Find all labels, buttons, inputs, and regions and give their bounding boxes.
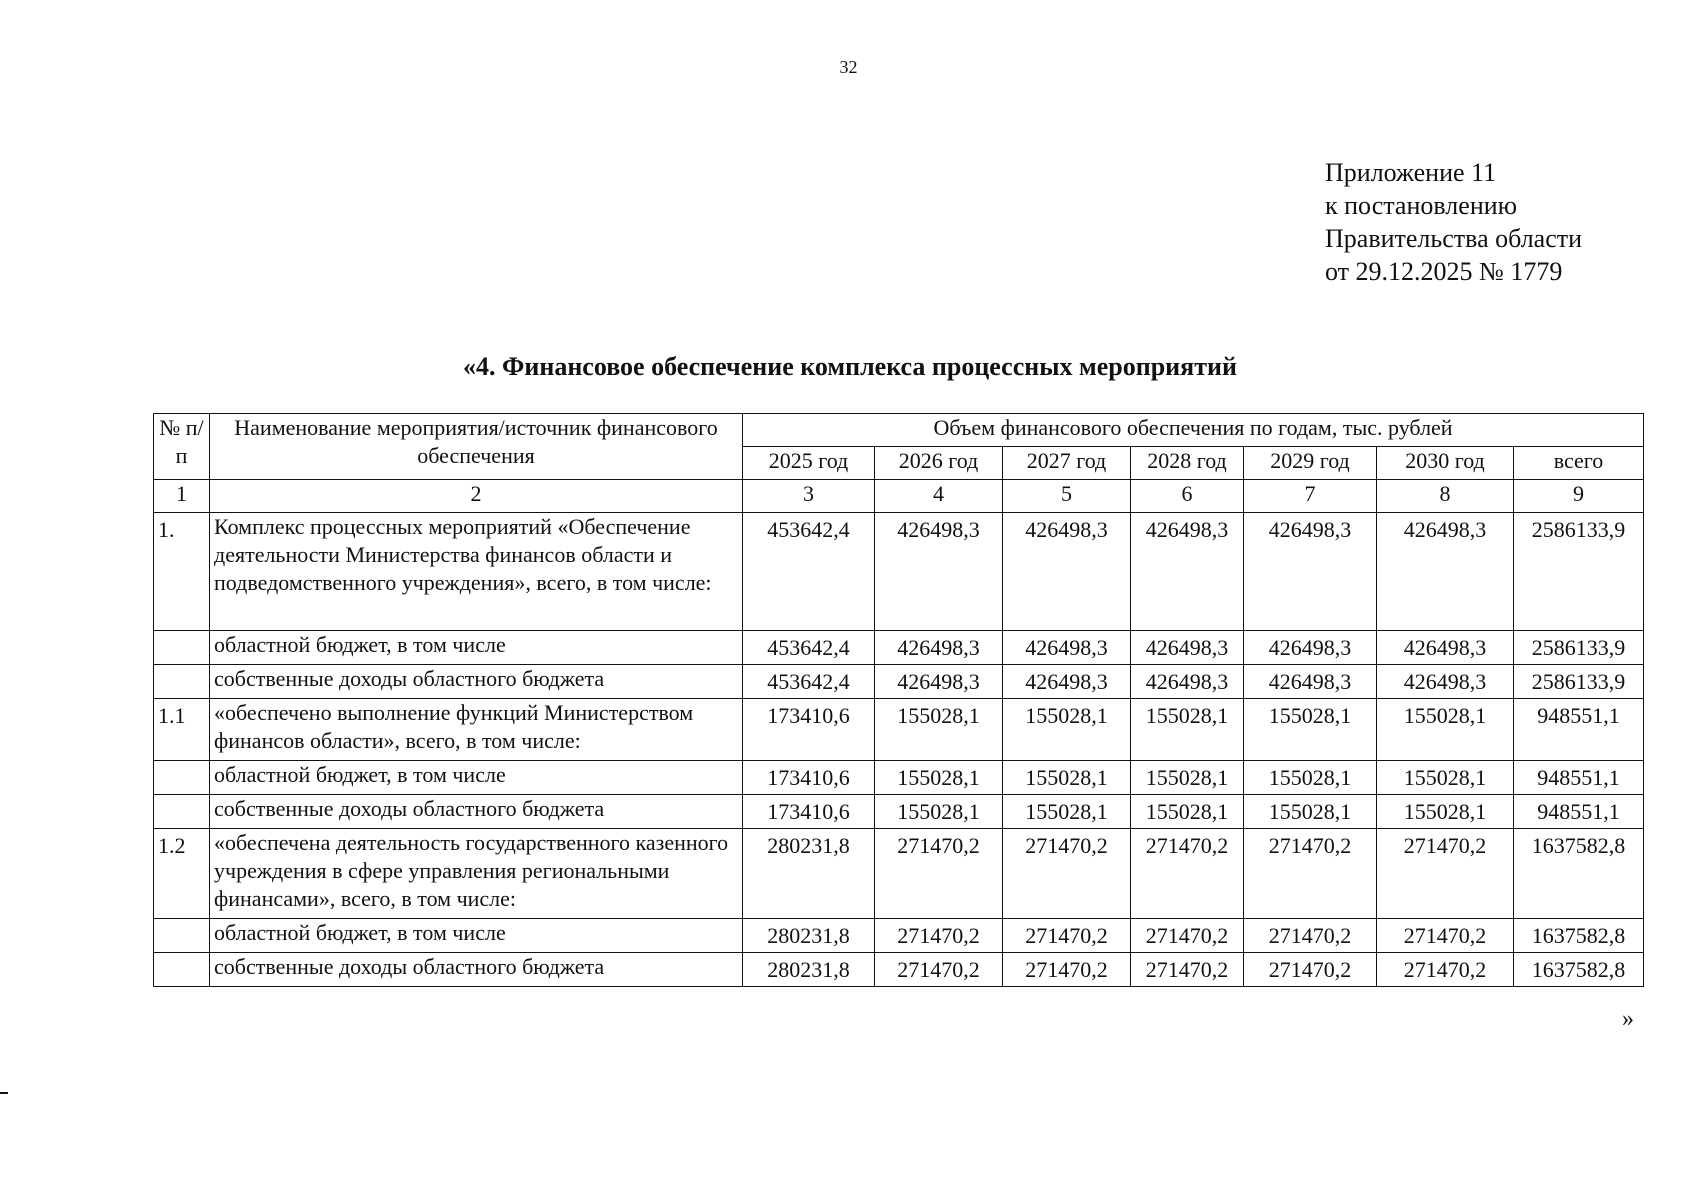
row-year-value: 280231,8: [743, 829, 875, 919]
row-year-value: 426498,3: [1131, 631, 1244, 665]
page-number: 32: [839, 57, 858, 77]
row-year-value: 271470,2: [1244, 829, 1377, 919]
row-total-value: 2586133,9: [1514, 513, 1644, 631]
row-index: [154, 919, 210, 953]
row-year-value: 271470,2: [1377, 953, 1514, 987]
row-index: [154, 795, 210, 829]
row-year-value: 426498,3: [1377, 631, 1514, 665]
row-index: 1.: [154, 513, 210, 631]
row-year-value: 173410,6: [743, 699, 875, 761]
row-name: областной бюджет, в том числе: [210, 919, 743, 953]
row-total-value: 1637582,8: [1514, 919, 1644, 953]
row-year-value: 426498,3: [1003, 665, 1131, 699]
row-name: областной бюджет, в том числе: [210, 761, 743, 795]
row-name: собственные доходы областного бюджета: [210, 665, 743, 699]
financing-table: [153, 413, 1644, 987]
row-year-value: 426498,3: [1003, 513, 1131, 631]
row-year-value: 426498,3: [875, 513, 1003, 631]
row-year-value: 271470,2: [1131, 919, 1244, 953]
table-row: [154, 699, 1644, 761]
column-number: 2: [210, 480, 743, 513]
table-row: [154, 919, 1644, 953]
row-year-value: 271470,2: [1377, 919, 1514, 953]
header-name: Наименование мероприятия/источник финансового обеспечения: [210, 414, 743, 480]
table-row: [154, 513, 1644, 631]
row-name: областной бюджет, в том числе: [210, 631, 743, 665]
row-year-value: 426498,3: [1244, 513, 1377, 631]
row-year-value: 426498,3: [1244, 665, 1377, 699]
row-year-value: 426498,3: [1377, 513, 1514, 631]
appendix-line: Приложение 11: [1325, 158, 1497, 187]
appendix-line: от 29.12.2025 № 1779: [1325, 257, 1563, 286]
row-year-value: 453642,4: [743, 513, 875, 631]
row-year-value: 271470,2: [1244, 919, 1377, 953]
row-index: [154, 665, 210, 699]
header-year: 2030 год: [1377, 447, 1514, 480]
row-year-value: 426498,3: [1131, 513, 1244, 631]
row-name: собственные доходы областного бюджета: [210, 953, 743, 987]
row-year-value: 173410,6: [743, 761, 875, 795]
margin-mark: [0, 1092, 8, 1094]
row-year-value: 271470,2: [1377, 829, 1514, 919]
row-index: [154, 631, 210, 665]
row-year-value: 155028,1: [1244, 761, 1377, 795]
row-name: «обеспечено выполнение функций Министерством финансов области», всего, в том числе:: [210, 699, 743, 761]
row-year-value: 155028,1: [1131, 699, 1244, 761]
row-name: «обеспечена деятельность государственного казенного учреждения в сфере управления региональными финансами», всего, в том числе:: [210, 829, 743, 919]
row-year-value: 155028,1: [1003, 795, 1131, 829]
table-row: [154, 631, 1644, 665]
row-index: [154, 953, 210, 987]
header-year: 2025 год: [743, 447, 875, 480]
row-index: 1.2: [154, 829, 210, 919]
row-year-value: 280231,8: [743, 953, 875, 987]
row-year-value: 155028,1: [875, 699, 1003, 761]
row-year-value: 271470,2: [1003, 829, 1131, 919]
header-total: всего: [1514, 447, 1644, 480]
row-total-value: 948551,1: [1514, 761, 1644, 795]
row-year-value: 280231,8: [743, 919, 875, 953]
row-year-value: 155028,1: [1244, 795, 1377, 829]
header-num: № п/п: [154, 414, 210, 480]
header-volume: Объем финансового обеспечения по годам, тыс. рублей: [743, 414, 1644, 447]
header-year: 2026 год: [875, 447, 1003, 480]
row-year-value: 155028,1: [1377, 761, 1514, 795]
row-year-value: 271470,2: [875, 919, 1003, 953]
row-year-value: 271470,2: [875, 829, 1003, 919]
section-title: «4. Финансовое обеспечение комплекса процессных мероприятий: [463, 352, 1237, 381]
appendix-line: Правительства области: [1325, 224, 1583, 253]
column-number: 6: [1131, 480, 1244, 513]
column-number: 7: [1244, 480, 1377, 513]
row-year-value: 426498,3: [1244, 631, 1377, 665]
column-number: 5: [1003, 480, 1131, 513]
row-year-value: 155028,1: [875, 761, 1003, 795]
row-year-value: 426498,3: [875, 665, 1003, 699]
row-year-value: 426498,3: [1377, 665, 1514, 699]
table-row: [154, 795, 1644, 829]
column-number: 4: [875, 480, 1003, 513]
row-year-value: 271470,2: [1244, 953, 1377, 987]
row-year-value: 271470,2: [1131, 829, 1244, 919]
column-number: 1: [154, 480, 210, 513]
table-header: [154, 414, 1644, 513]
header-year: 2027 год: [1003, 447, 1131, 480]
row-year-value: 271470,2: [1003, 919, 1131, 953]
appendix-line: к постановлению: [1325, 191, 1518, 220]
row-year-value: 155028,1: [1131, 761, 1244, 795]
table-row: [154, 829, 1644, 919]
row-total-value: 2586133,9: [1514, 631, 1644, 665]
row-name: собственные доходы областного бюджета: [210, 795, 743, 829]
table-body: [154, 513, 1644, 987]
row-index: [154, 761, 210, 795]
row-total-value: 948551,1: [1514, 795, 1644, 829]
row-year-value: 453642,4: [743, 631, 875, 665]
column-number: 8: [1377, 480, 1514, 513]
row-year-value: 426498,3: [875, 631, 1003, 665]
row-year-value: 155028,1: [1003, 761, 1131, 795]
row-name: Комплекс процессных мероприятий «Обеспечение деятельности Министерства финансов области и подведомственного учреждения», всего, в том числе:: [210, 513, 743, 631]
table-row: [154, 953, 1644, 987]
row-year-value: 155028,1: [875, 795, 1003, 829]
row-index: 1.1: [154, 699, 210, 761]
row-total-value: 948551,1: [1514, 699, 1644, 761]
row-year-value: 155028,1: [1244, 699, 1377, 761]
row-total-value: 1637582,8: [1514, 953, 1644, 987]
row-year-value: 173410,6: [743, 795, 875, 829]
header-year: 2028 год: [1131, 447, 1244, 480]
row-year-value: 453642,4: [743, 665, 875, 699]
row-year-value: 426498,3: [1131, 665, 1244, 699]
table-row: [154, 665, 1644, 699]
row-year-value: 271470,2: [1131, 953, 1244, 987]
appendix-block: [1325, 156, 1582, 288]
header-year: 2029 год: [1244, 447, 1377, 480]
row-year-value: 155028,1: [1131, 795, 1244, 829]
closing-quote: »: [1622, 1006, 1634, 1032]
row-year-value: 155028,1: [1377, 795, 1514, 829]
column-number: 9: [1514, 480, 1644, 513]
column-number: 3: [743, 480, 875, 513]
row-year-value: 155028,1: [1003, 699, 1131, 761]
row-year-value: 426498,3: [1003, 631, 1131, 665]
row-total-value: 1637582,8: [1514, 829, 1644, 919]
row-total-value: 2586133,9: [1514, 665, 1644, 699]
row-year-value: 155028,1: [1377, 699, 1514, 761]
row-year-value: 271470,2: [875, 953, 1003, 987]
table-row: [154, 761, 1644, 795]
row-year-value: 271470,2: [1003, 953, 1131, 987]
